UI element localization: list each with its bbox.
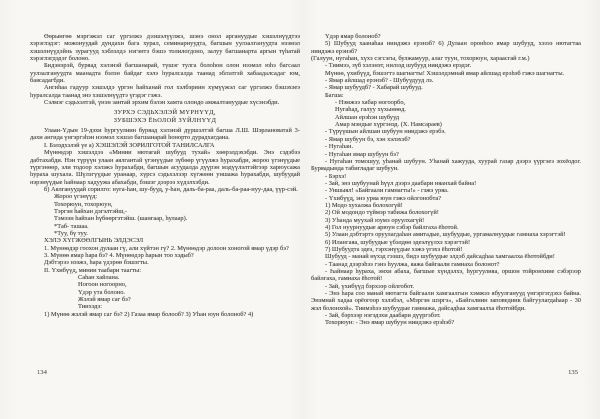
dialogue-line: - Нугаһан. bbox=[325, 143, 354, 151]
list-item: 3) Уһанда муухай юумэ оруулхагүй! bbox=[325, 216, 425, 224]
paragraph: II. Үхибүүд, минии таабари таагты: bbox=[44, 266, 141, 274]
paragraph: Өөрынгөө мэргэжэл саг үргэлжэ дээшэлүүлжэ, шэнэ онол аргануудые хэшэлнүүдтээ хэрэглэдэг: можонуудай дундахи бага хурал, семинарнуудта, багшын уулзалгануудта нээмэл хэшэлнүүдэйнь зурагууд хэблэлдэ нэгэнтэ бэшэ толилогдоно, залуу багшанарта аргын түһатай хэрэглэгдэдэг болоно. bbox=[30, 33, 300, 63]
riddle-line: Саһан хайлана. bbox=[78, 274, 120, 281]
list-item: 6) Илангаяа, шубуудые үбэлдөө эдеэлүүлхэ хэрэгтэй! bbox=[325, 238, 471, 246]
list-item: 7) Шубуудта эдеэ, гэрхэнүүдые хэжэ үгэхэ ёһотой! bbox=[325, 245, 463, 253]
verse-label: Жороо үгэнүүд: bbox=[54, 193, 98, 201]
verse-line: Тэргэн һайхан дэгэлтэйш,- bbox=[54, 207, 127, 215]
dialogue-line: - Нугаһан томошуу, уһанай шубуун. Уһанай хажууда, хуурай газар дээрэ үүргэеэ зохёодог. Буряадында табигладаг шубуун. bbox=[311, 157, 581, 173]
list-item: 4) Гол нуурнуудые арюун сэбэр байлгаха ёһотой. bbox=[325, 223, 459, 231]
verse-line: *Таб- ташаа. bbox=[54, 222, 89, 230]
list-item: 1) Модо хухалжа болохогүй! bbox=[325, 201, 403, 209]
dialogue-line: - Ямар айлшад ерэнэб? - Шубуудууд лэ. bbox=[325, 77, 434, 85]
list-item: 2) Ой модондо түймэр табижа болохогүй! bbox=[325, 209, 439, 217]
paragraph: Шубууд - манай нүхэд гээшэ, бидэ шубуудые элдэб дайсадһаа хамгаалха ёһотойбди! bbox=[325, 253, 555, 261]
page-number-right: 135 bbox=[568, 369, 578, 376]
page-number-left: 134 bbox=[37, 369, 47, 376]
right-page bbox=[311, 33, 581, 393]
dialogue-line: - Һайнаар һураха, эмхи абаха, багшые хүндэлхэ, һургуулияа, оршон тойронхиие сэбэрээр байлгаха, гамнаха ёһотой! bbox=[311, 268, 581, 283]
paragraph: 5) Шубууд хаанаһаа ниидэжэ ерэнэб? 6) Дулаан оронһоо ямар шубууд, хэзээ нютагтаа ниидэжэ ерэнэб? bbox=[311, 40, 581, 55]
list-item: 5) Улаан дэбтэртэ оруулагдаһан амитадые, шубуудые, ургамалнуудые гамнаха хэрэгтэй! bbox=[325, 231, 566, 239]
verse-line: Тэмээн һайхан һүбөөргэтэйш. (шангаар, һулаар). bbox=[54, 215, 188, 223]
verse-line: Айлшан ерэһэн шубууд bbox=[335, 113, 400, 121]
dialogue-line: - Таанад дээрэһээ гэнэ һуулжа, яажа байгаали гамнаха болонот? bbox=[325, 260, 500, 268]
paragraph: 1. Мүнөөдэр гоохон дулаан гү, али хүйтэн гү? 2. Мүнөөдэр долоон хоногой ямар үдэр бэ? bbox=[44, 244, 289, 252]
verse-line: - Нэмжээ хабар ногоорбо, bbox=[335, 99, 406, 107]
paragraph: 1) Мүнөө жэлэй ямар саг бэ? 2) Газаа ямар болооб? 3) Уһан юун болоноб? 4) bbox=[44, 310, 254, 318]
right-page-text-column bbox=[311, 33, 581, 327]
dialogue-line: Тохорюун: - Энэ ямар шубуун ниидэжэ ерэһэб? bbox=[325, 319, 455, 327]
dialogue-line: - Түрүүшын айлшан шубуун ниидэжэ ерэбэ. bbox=[325, 128, 446, 136]
subsection-heading: I. Бэлэдхэлэй үе а) ХЭШЭЛЭЙ ЗОРИЛГОТОЙ ТАНИЛСАЛГА bbox=[44, 141, 215, 149]
left-page bbox=[30, 33, 300, 393]
paragraph: Мүнөөдэр хэшэлдээ «Минии нютагай шубууд тухай» хөөрэлдэхэбди. Энэ сэдэбээ дабтахабди. Нэн түрүүн улаан аялгантай үгэнүүдые зүбөөр үгүүлжэ һурахабди, жороо үгэнүүдые түргэнөөр, эли тодоор хэлэжэ һурахабди, багшын асуудалда дүүрэн мэдүүлэлтэйгээр харюусажа һураха шухала. Шүлэгүүдые уранаар, хүрсэ сэдьхэлээр хүгжөөн уншажа һурахабди, шубуудай нэрэнүүдые һайнаар хадуужа абахабди, бэшэг дээрээ хүдэлхэбди. bbox=[30, 149, 300, 186]
riddle-label: Тиихэдэ: bbox=[78, 303, 103, 311]
verse-line: *Туу, бү туу. bbox=[54, 229, 88, 237]
left-page-text-column bbox=[30, 33, 300, 318]
riddle-line: Жэлэй ямар саг бэ? bbox=[78, 296, 131, 304]
subsection-heading: ХЭЛЭ ХҮГЖӨӨЛГЫНЬ ЭЛДЭСЭЛ bbox=[44, 237, 144, 245]
riddle-line: Үдэр ута болоно. bbox=[78, 288, 126, 296]
riddle-line: Ногоон ногоорно, bbox=[78, 281, 127, 289]
verse-line: Амар мэндые хүргэнэд. (Х. Намсараев) bbox=[335, 121, 442, 129]
paragraph: 3. Мүнөө ямар һара бэ? 4. Мүнөөдэр һарын тоо хэдыб? bbox=[44, 251, 194, 259]
dialogue-line: - Зай, бэрхээр нэгэдэхи даабари дүүргэбэт. bbox=[325, 312, 441, 320]
paragraph: Дэбтэрээ нээжэ, һара үдэрөө бэшэгты. bbox=[44, 259, 149, 267]
dialogue-line: - Зай, энэ шубуунай һүүл дээрэ даабари няанхай байна! bbox=[325, 179, 477, 187]
dialogue-line: - Зай, үхибүүд бэрхээр ойлгобот. bbox=[325, 282, 414, 290]
dialogue-line: - Энэ һара соо манай нютагта байгаали хамгаалгын хэмжээ ябуулганууд үнгэргэгдэхэ байна. Энэмнай хадаа орёогоор хэлэбэл, «Мэргэн шэргэ», «Байгалиин заповедник байгуулагдаһаар - 30 жэл болонхой». Тиимэһээ шубуудые гамнажа, дайсадһаа хамгаалха ёһотойбди. bbox=[311, 290, 581, 312]
section-heading-line-2: ЗУБШЭХЭ ЁҺОЛОЙ ЗҮЙЛНҮҮД bbox=[113, 116, 217, 124]
paragraph: Сэлмэг сэдьхэлтэй, үнэн зантай эрхим бэлэн хамта олондо амжалтануудые хүсэнэбди. bbox=[44, 99, 280, 107]
section-heading-line-1: ЗУРХЭ СЭДЬХЭЛЭЙ МҮРНҮҮД, bbox=[114, 109, 216, 117]
dialogue-line: - Нугаһан ямар шубуун бэ? bbox=[325, 150, 399, 158]
dialogue-line: - Ямар шубуудб? - Хабарай шубууд. bbox=[325, 84, 423, 92]
speaker-label: Багша: bbox=[325, 91, 344, 99]
dialogue-line: - Үхибүүд, энэ уряа юун гэжэ ойлгонобта? bbox=[325, 194, 442, 202]
paragraph: б) Аялгануудай сорилго: нуга-һан, шу-бууд, у-һан, даль-ба-раа, даль-ба-раа-нуу-даа, үүр-сэй. bbox=[44, 185, 298, 193]
dialogue-line: - Тиимээ, зүб хэлэнэт, нилээд шубууд ниидэжэ ерэдэг. bbox=[325, 62, 472, 70]
dialogue-line: - Бэрхэ! bbox=[325, 172, 347, 180]
verse-line: Нугаһад, галуу хүхынөөд. bbox=[335, 106, 406, 114]
paragraph: Бидэнэрэй, буряад хэлэнэй багшанарай, түшэг тулга болоһон олон нээмэл юһэ багсаал уулзалгануудта маанадта бэлэн байдаг хэлэ һуралсалда таанад эблэлтэй хабаадалсадаг юм, баясадагбди. bbox=[30, 62, 300, 85]
verse-line: Тохорюун, тохорюун, bbox=[54, 200, 113, 208]
paragraph: Үдэр ямар болоноб? bbox=[325, 33, 381, 40]
paragraph: (Галуун, нугаһан, хүхэ сэгсэгы, булжамуур, алаг туун, тохорюун, хараасгай г.м.) bbox=[311, 55, 530, 63]
paragraph: Ангиһаа гадуур хэшэлдэ үргэн һайханай гол хэлбэриин хүмүүжэл саг үргэлжэ бэшэхэеэ һуралсалда таанад энэ хэшэлнүүдтэ үгэдэг гэжэ. bbox=[30, 84, 300, 99]
dialogue-line: - Уншыял! «Байгаали гамнагты!» - гэжэ уряа. bbox=[325, 187, 449, 195]
dialogue-line: - Ямар шубуун бэ, хэн хэлэхэб? bbox=[325, 135, 411, 143]
paragraph: Мүнөө, үхибүүд, бэшэгтэ шагнагты! Хэшэлдэмнай ямар айлшад ерэһэб гэжэ шагнагты. bbox=[325, 69, 565, 77]
paragraph: Улаан-Үдын 19-дэхи һургуулиин буряад хэлэнэй дүршэлтэй багша Л.Ш. Шэрлановатай 3-дахи ангида үнгэргэһэн нээмэл хэшэл багшанарай һонорто дурадхагдана. bbox=[30, 127, 300, 142]
